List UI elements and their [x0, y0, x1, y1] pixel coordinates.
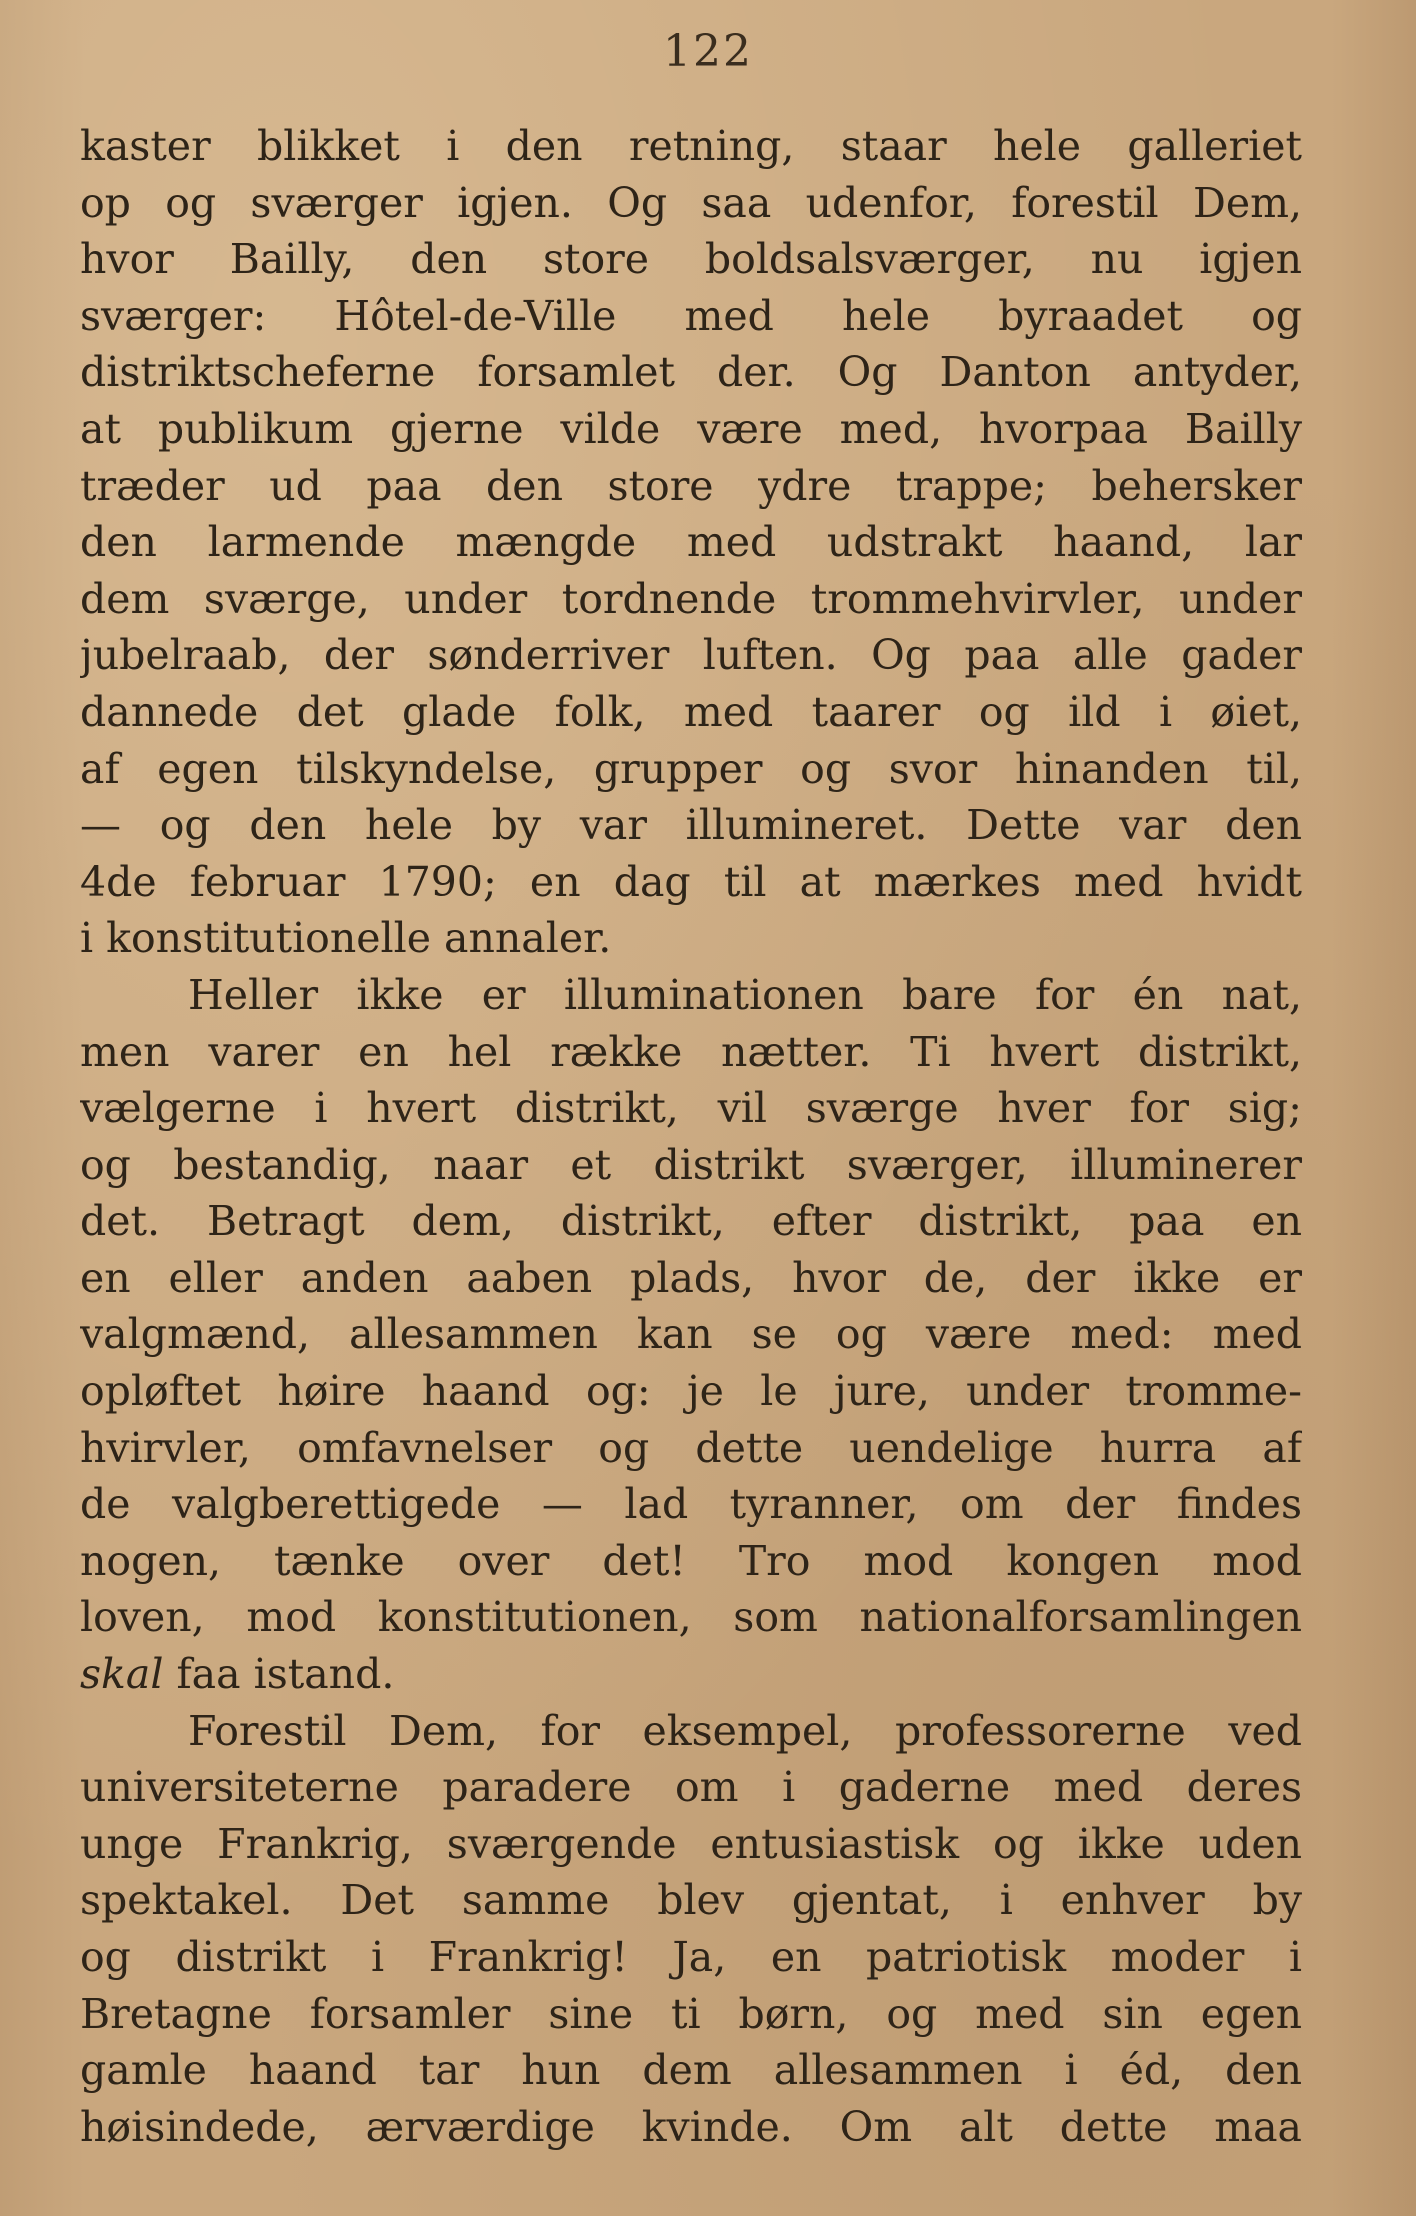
text-line: af egen tilskyndelse, grupper og svor hinanden til,: [80, 744, 1302, 793]
text-line: hvor Bailly, den store boldsalsværger, nu igjen: [80, 235, 1302, 284]
text-line: dem sværge, under tordnende trommehvirvler, under: [80, 574, 1302, 623]
text-line: at publikum gjerne vilde være med, hvorpaa Bailly: [80, 404, 1302, 453]
text-line: valgmænd, allesammen kan se og være med: med: [80, 1310, 1302, 1359]
text-line: hvirvler, omfavnelser og dette uendelige hurra af: [80, 1423, 1302, 1472]
italic-word: skal: [80, 1650, 164, 1699]
text-line: det. Betragt dem, distrikt, efter distrikt, paa en: [80, 1197, 1302, 1246]
text-line: Bretagne forsamler sine ti børn, og med sin egen: [80, 1989, 1302, 2038]
body-text: [80, 118, 1302, 2155]
text-line: unge Frankrig, sværgende entusiastisk og ikke uden: [80, 1819, 1302, 1868]
text-line: og bestandig, naar et distrikt sværger, illuminerer: [80, 1140, 1302, 1189]
text-line: op og sværger igjen. Og saa udenfor, forestil Dem,: [80, 178, 1302, 227]
text-line: distriktscheferne forsamlet der. Og Danton antyder,: [80, 348, 1302, 397]
text-line: Forestil Dem, for eksempel, professorerne ved: [188, 1706, 1302, 1755]
text-line: loven, mod konstitutionen, som nationalforsamlingen: [80, 1593, 1302, 1642]
text-line: sværger: Hôtel-de-Ville med hele byraadet og: [80, 291, 1302, 340]
text-line-rest: faa istand.: [176, 1650, 395, 1699]
text-line: opløftet høire haand og: je le jure, under tromme-: [80, 1367, 1302, 1416]
text-line: [80, 1646, 1302, 1703]
text-line: kaster blikket i den retning, staar hele galleriet: [80, 122, 1302, 170]
text-line: en eller anden aaben plads, hvor de, der ikke er: [80, 1253, 1302, 1302]
page-number: 122: [663, 26, 753, 77]
text-line: i konstitutionelle annaler.: [80, 914, 612, 963]
text-line: men varer en hel række nætter. Ti hvert distrikt,: [80, 1027, 1302, 1076]
text-line: Heller ikke er illuminationen bare for én nat,: [188, 970, 1302, 1019]
text-line: og distrikt i Frankrig! Ja, en patriotisk moder i: [80, 1933, 1302, 1981]
text-line: nogen, tænke over det! Tro mod kongen mod: [80, 1536, 1302, 1585]
text-line: den larmende mængde med udstrakt haand, lar: [80, 518, 1302, 567]
text-line: — og den hele by var illumineret. Dette var den: [80, 801, 1302, 850]
text-line: universiteterne paradere om i gaderne med deres: [80, 1763, 1302, 1812]
text-line: træder ud paa den store ydre trappe; behersker: [80, 461, 1302, 510]
text-line: de valgberettigede — lad tyranner, om der findes: [80, 1480, 1302, 1529]
text-line: dannede det glade folk, med taarer og ild i øiet,: [80, 687, 1302, 736]
text-line: jubelraab, der sønderriver luften. Og paa alle gader: [80, 631, 1302, 680]
text-line: spektakel. Det samme blev gjentat, i enhver by: [80, 1876, 1302, 1925]
text-line: gamle haand tar hun dem allesammen i éd, den: [80, 2046, 1302, 2095]
text-line: høisindede, ærværdige kvinde. Om alt dette maa: [80, 2102, 1302, 2151]
text-line: 4de februar 1790; en dag til at mærkes med hvidt: [80, 857, 1302, 906]
text-line: vælgerne i hvert distrikt, vil sværge hver for sig;: [80, 1084, 1302, 1133]
